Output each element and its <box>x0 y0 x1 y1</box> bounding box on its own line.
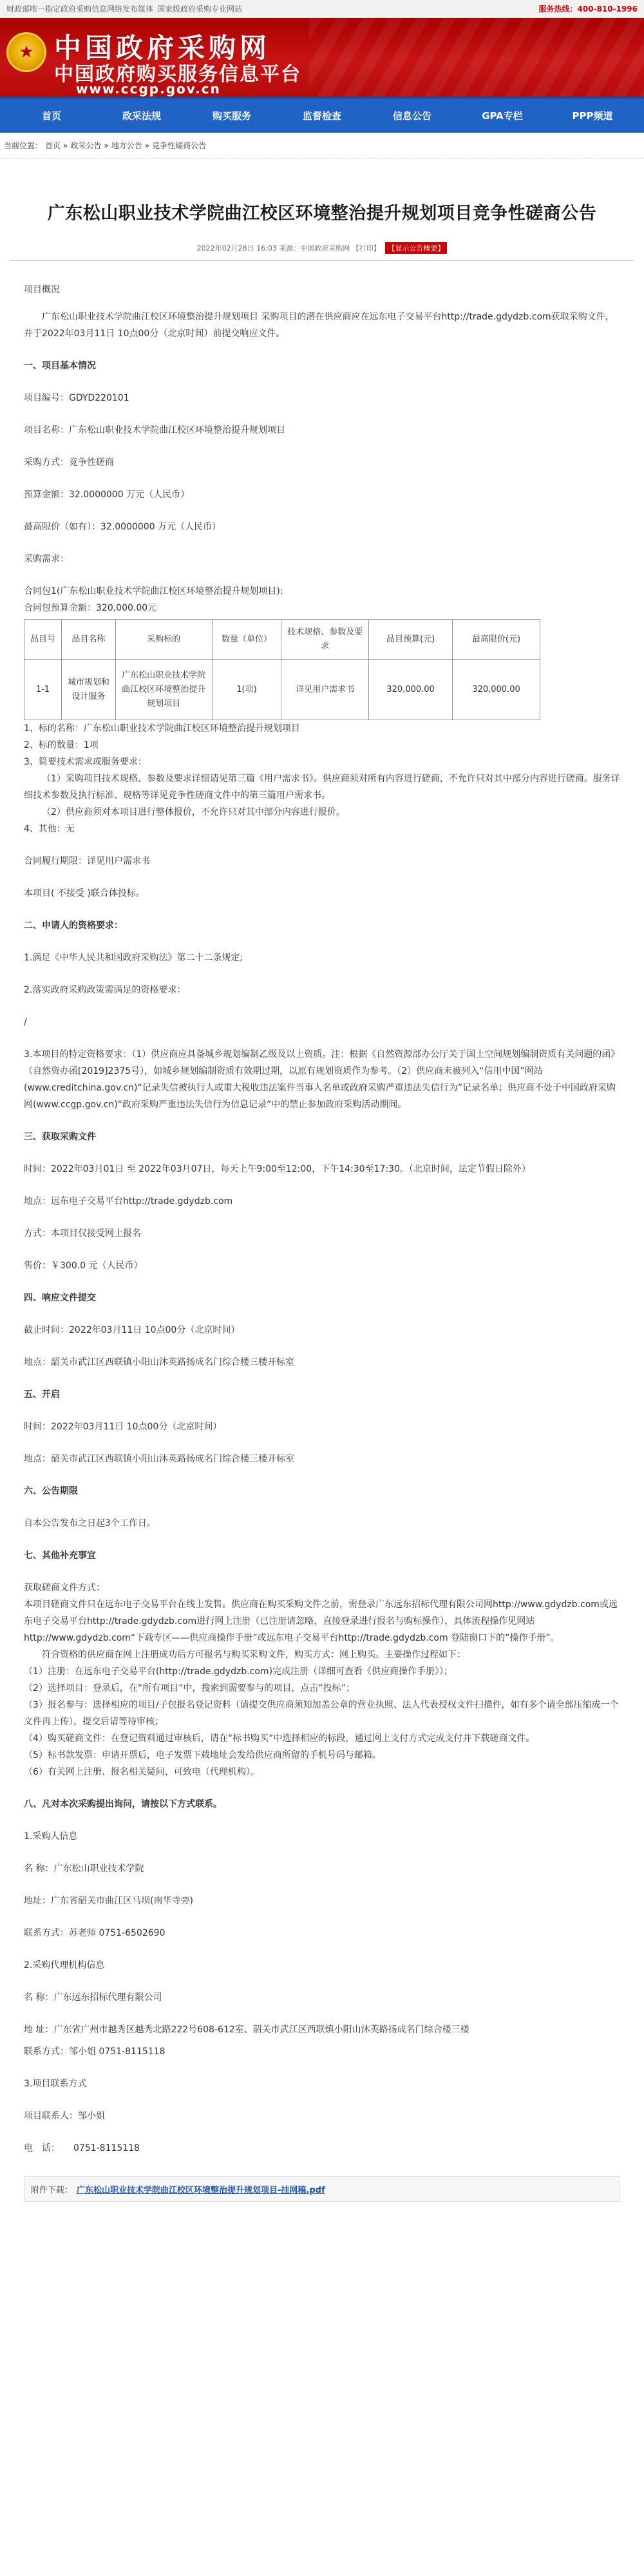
items-table <box>24 619 540 720</box>
opening-time: 时间：2022年03月11日 10点00分（北京时间） <box>24 1422 222 1432</box>
national-emblem-icon: ★ <box>6 32 46 72</box>
main-nav <box>0 97 644 133</box>
nav-home[interactable]: 首页 <box>41 110 61 122</box>
qualification-3: 3.本项目的特定资格要求：（1）供应商应具备城乡规划编制乙级及以上资质。注：根据《自然资源部办公厅关于国土空间规划编制资质有关问题的函》（自然资办函[2019]2375号），如城乡规划编制资质有效期过期，以原有规划资质作为参考。（2）供应商未被列入“信用中国”网站(www.creditchina.gov.cn)“记录失信被执行人或重大税收违法案件当事人名单或政府采购严重违法失信行为”记录名单；供应商不处于中国政府采购网(www.ccgp.gov.cn)“政府采购严重违法失信行为信息记录”中的禁止参加政府采购活动期间。 <box>24 1049 620 1110</box>
qualification-2: 2.落实政府采购政策需满足的资格要求： <box>24 985 186 995</box>
nav-ppp[interactable]: PPP频道 <box>572 110 613 122</box>
table-header-cell: 品目预算(元) <box>369 620 453 660</box>
section-4-heading: 四、响应文件提交 <box>24 1293 96 1303</box>
site-title[interactable]: 中国政府采购网 <box>54 32 271 64</box>
table-cell: 320,000.00 <box>453 660 540 720</box>
table-header-row <box>24 620 540 660</box>
table-header-cell: 最高限价(元) <box>453 620 540 660</box>
breadcrumb-notices[interactable]: 政采公告 <box>70 141 102 150</box>
other-item: 本项目磋商文件只在远东电子交易平台在线上发售。供应商在购买采购文件之前，需登录广东远东招标代理有限公司网http://www.gdydzb.com或远东电子交易平台http://trade.gdydzb.com进行网上注册（已注册请忽略，直接登录进行报名与购标操作），具体流程操作见网站http://www.gdydzb.com“下载专区——供应商操作手册”或远东电子交易平台http://trade.gdydzb.com 登陆窗口下的“操作手册”。 <box>24 1599 618 1643</box>
site-header <box>0 18 644 97</box>
top-info-text-1: 财政部唯一指定政府采购信息网络发布媒体 <box>6 5 154 14</box>
package-budget: 合同包预算金额：320,000.00元 <box>24 603 157 613</box>
breadcrumb-local[interactable]: 地方公告 <box>111 141 142 150</box>
contract-period: 合同履行期限：详见用户需求书 <box>24 856 150 866</box>
requirement-item: 2、标的数量：1项 <box>24 740 99 750</box>
procurement-method: 采购方式：竞争性磋商 <box>24 457 114 468</box>
other-item: （2）选择项目：登录后，在“所有项目”中，搜索到需要参与的项目，点击“投标”； <box>24 1683 355 1693</box>
top-info-text-2: 国家级政府采购专业网站 <box>157 5 243 14</box>
get-doc-price: 售价：￥300.0 元（人民币） <box>24 1261 143 1271</box>
nav-supervision[interactable]: 监督检查 <box>302 110 341 122</box>
nav-regulations[interactable]: 政采法规 <box>122 110 161 122</box>
hotline-text: 服务热线：400-810-1996 <box>538 5 638 14</box>
other-item: 获取磋商文件方式： <box>24 1583 105 1593</box>
get-doc-time: 时间：2022年03月01日 至 2022年03月07日，每天上午9:00至12:00，下午14:30至17:30。（北京时间，法定节假日除外） <box>24 1164 531 1174</box>
requirement-item: （2）供应商须对本项目进行整体报价，不允许只对其中部分内容进行报价。 <box>42 807 345 817</box>
section-7-heading: 七、其他补充事宜 <box>24 1550 96 1561</box>
overview-text: 广东松山职业技术学院曲江校区环境整治提升规划项目 采购项目的潜在供应商应在远东电子交易平台http://trade.gdydzb.com获取采购文件，并于2022年03月11日 10点00分（北京时间）前提交响应文件。 <box>24 312 614 339</box>
top-info-left <box>6 3 242 14</box>
table-header-cell: 品目号 <box>24 620 62 660</box>
table-cell: 广东松山职业技术学院曲江校区环境整治提升规划项目 <box>115 660 212 720</box>
section-5-heading: 五、开启 <box>24 1389 60 1400</box>
site-subtitle: 中国政府购买服务信息平台 <box>54 63 301 86</box>
project-number: 项目编号：GDYD220101 <box>24 393 129 403</box>
section-3-heading: 三、获取采购文件 <box>24 1132 96 1142</box>
print-link[interactable]: 【打印】 <box>352 244 381 253</box>
table-header-cell: 技术规格、参数及要求 <box>281 620 369 660</box>
agency-heading: 2.采购代理机构信息 <box>24 1960 105 1970</box>
section-6-heading: 六、公告期限 <box>24 1486 78 1496</box>
site-url: www.ccgp.gov.cn <box>76 81 221 97</box>
table-cell: 320,000.00 <box>369 660 453 720</box>
breadcrumb-sep: » <box>63 140 68 150</box>
requirement-item: （1）采购项目技术规格、参数及要求详细请见第三篇《用户需求书》。供应商须对所有内容进行磋商，不允许只对其中部分内容进行磋商。服务详细技术参数及执行标准、规格等详见竞争性磋商文件中的第三篇用户需求书。 <box>24 774 620 801</box>
opening-place: 地点：韶关市武江区西联镇小阳山沐英路扬成名门综合楼三楼开标室 <box>24 1454 294 1464</box>
max-price: 最高限价（如有）：32.0000000 万元（人民币） <box>24 522 222 532</box>
project-name: 项目名称：广东松山职业技术学院曲江校区环境整治提升规划项目 <box>24 425 285 435</box>
other-item: （1）注册：在远东电子交易平台(http://trade.gdydzb.com)完成注册（详细可查看《供应商操作手册》）； <box>24 1666 453 1677</box>
top-info-bar <box>0 0 644 18</box>
purchaser-contact: 联系方式：苏老师 0751-6502690 <box>24 1928 166 1938</box>
breadcrumb-current[interactable]: 竞争性磋商公告 <box>152 141 207 150</box>
table-cell: 1(项) <box>212 660 281 720</box>
nav-purchase-services[interactable]: 购买服务 <box>212 110 251 122</box>
purchaser-name: 名 称：广东松山职业技术学院 <box>24 1864 144 1874</box>
purchaser-heading: 1.采购人信息 <box>24 1831 78 1842</box>
article-title: 广东松山职业技术学院曲江校区环境整治提升规划项目竞争性磋商公告 <box>47 204 597 224</box>
breadcrumb <box>0 133 644 158</box>
breadcrumb-home[interactable]: 首页 <box>45 141 61 150</box>
budget-amount: 预算金额：32.0000000 万元（人民币） <box>24 490 190 500</box>
article-source: 来源：中国政府采购网 <box>279 244 350 253</box>
article-body <box>10 261 634 2157</box>
agency-contact: 联系方式：邹小姐 0751-8115118 <box>24 2046 166 2057</box>
attachment-bar <box>24 2176 620 2202</box>
notice-period: 自本公告发布之日起3个工作日。 <box>24 1518 156 1529</box>
get-doc-way: 方式：本项目仅接受网上报名 <box>24 1228 141 1239</box>
other-item: 符合资格的供应商在网上注册成功后方可报名与购买采购文件，购买方式：网上购买。主要操作过程如下： <box>42 1650 466 1660</box>
package-title: 合同包1(广东松山职业技术学院曲江校区环境整治提升规划项目): <box>24 586 283 596</box>
attachment-label: 附件下载： <box>31 2185 73 2195</box>
table-cell: 城市规划和设计服务 <box>61 660 115 720</box>
section-8-heading: 八、凡对本次采购提出询问，请按以下方式联系。 <box>24 1799 222 1809</box>
article-date: 2022年02月28日 16:03 <box>196 244 277 253</box>
article-meta <box>10 242 634 254</box>
table-header-cell: 采购标的 <box>115 620 212 660</box>
section-1-heading: 一、项目基本情况 <box>24 361 96 371</box>
qualification-2-value: / <box>24 1017 27 1027</box>
project-contact-phone: 电 话： 0751-8115118 <box>24 2143 140 2153</box>
purchaser-address: 地址：广东省韶关市曲江区马坝(南华寺旁) <box>24 1896 193 1906</box>
project-contact-person: 项目联系人：邹小姐 <box>24 2111 105 2121</box>
submit-deadline: 截止时间：2022年03月11日 10点00分（北京时间） <box>24 1325 240 1335</box>
qualification-1: 1.满足《中华人民共和国政府采购法》第二十二条规定; <box>24 953 243 963</box>
summary-toggle-button[interactable]: 【显示公告概要】 <box>385 242 447 254</box>
article-container <box>10 201 634 2202</box>
table-cell: 详见用户需求书 <box>281 660 369 720</box>
agency-name: 名 称：广东远东招标代理有限公司 <box>24 1992 162 2003</box>
requirement-item: 3、简要技术需求或服务要求： <box>24 757 147 767</box>
breadcrumb-sep: » <box>104 140 109 150</box>
other-item: （6）有关网上注册、报名相关疑问，可致电（代理机构）。 <box>24 1767 260 1777</box>
get-doc-place: 地点：远东电子交易平台http://trade.gdydzb.com <box>24 1196 233 1207</box>
other-item: （5）标书款发票：申请开票后，电子发票下载地址会发给供应商所留的手机号码与邮箱。 <box>24 1750 381 1760</box>
table-header-cell: 数量（单位） <box>212 620 281 660</box>
table-header-cell: 品目名称 <box>61 620 115 660</box>
demand-label: 采购需求： <box>24 554 69 564</box>
breadcrumb-prefix: 当前位置： <box>4 141 43 150</box>
table-row <box>24 660 540 720</box>
submit-place: 地点：韶关市武江区西联镇小阳山沐英路扬成名门综合楼三楼开标室 <box>24 1357 294 1368</box>
table-cell: 1-1 <box>24 660 62 720</box>
requirement-item: 4、其他：无 <box>24 824 75 834</box>
attachment-download-link[interactable]: 广东松山职业技术学院曲江校区环境整治提升规划项目-挂网稿.pdf <box>77 2185 325 2195</box>
requirement-item: 1、标的名称：广东松山职业技术学院曲江校区环境整治提升规划项目 <box>24 723 300 734</box>
overview-heading: 项目概况 <box>24 285 60 295</box>
agency-address: 地 址：广东省广州市越秀区越秀北路222号608-612室、韶关市武江区西联镇小阳山沐英路扬成名门综合楼三楼 <box>24 2025 469 2035</box>
nav-announcements[interactable]: 信息公告 <box>392 110 431 122</box>
project-contact-heading: 3.项目联系方式 <box>24 2079 87 2089</box>
other-item: （3）报名参与：选择相应的项目/子包报名登记资料（请提交供应商须知加盖公章的营业执照、法人代表授权文件扫描件，如有多个请全部压缩成一个文件再上传），提交后请等待审核； <box>24 1700 619 1727</box>
other-item: （4）购买磋商文件：在登记资料通过审核后，请在“标书购买”中选择相应的标段，通过网上支付方式完成支付并下载磋商文件。 <box>24 1733 535 1744</box>
nav-gpa[interactable]: GPA专栏 <box>482 110 523 122</box>
consortium-note: 本项目( 不接受 )联合体投标。 <box>24 888 145 899</box>
header-decoration <box>309 18 644 97</box>
section-2-heading: 二、申请人的资格要求： <box>24 921 123 931</box>
breadcrumb-sep: » <box>144 140 150 150</box>
